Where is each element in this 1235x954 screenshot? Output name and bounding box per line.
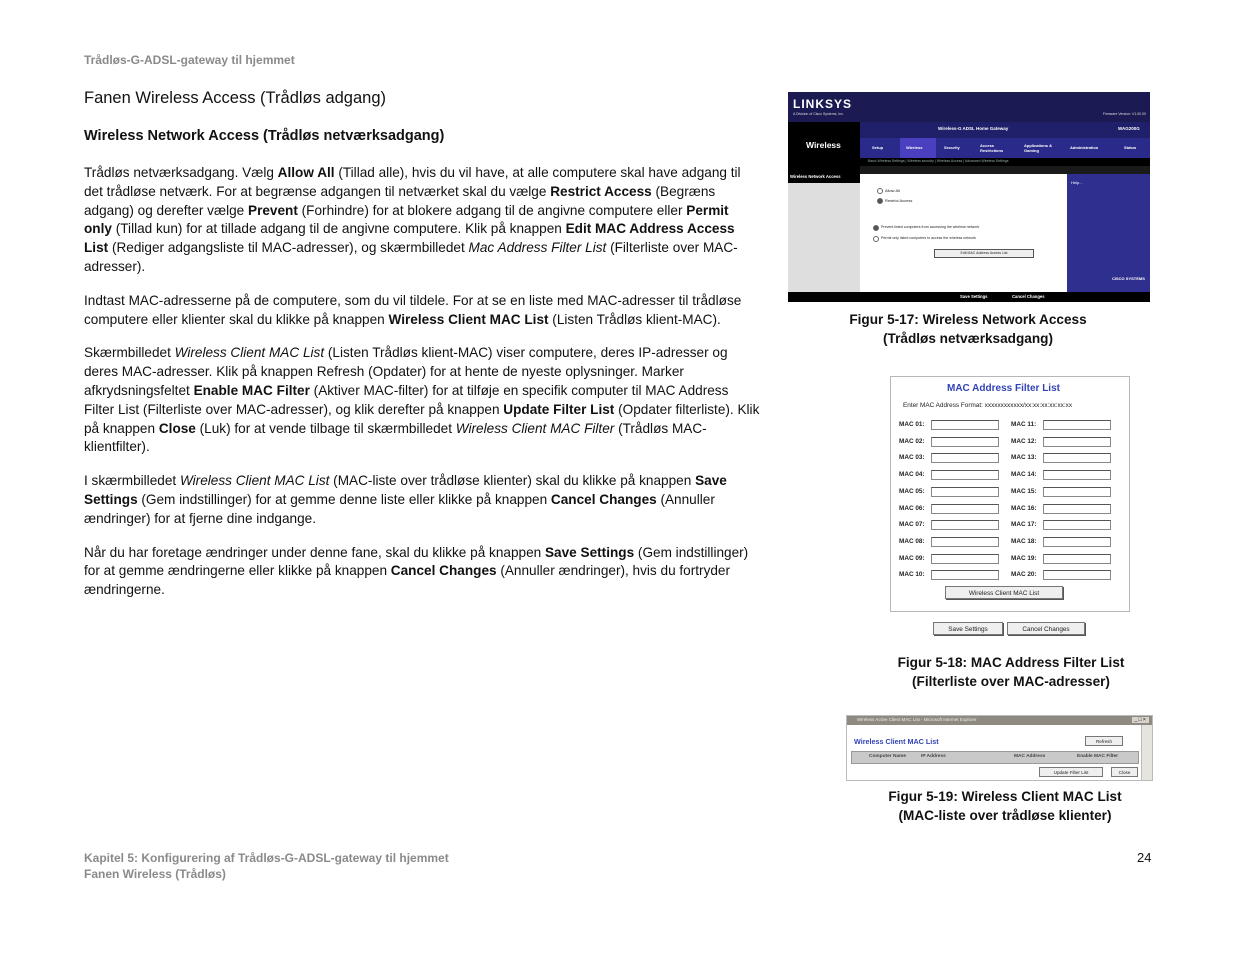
opt-permit-label: Permit only listed computers to access the wireless network (881, 236, 976, 240)
tab-security[interactable]: Security (944, 145, 960, 150)
opt-prevent-label: Prevent listed computers from accessing the wireless network (881, 225, 980, 229)
mac-format-hint: Enter MAC Address Format: xxxxxxxxxxxx/xx:xx:xx:xx:xx:xx (903, 402, 1073, 409)
mac-input-6[interactable] (931, 504, 999, 514)
paragraph-1: Trådløs netværksadgang. Vælg Allow All (Tillad alle), hvis du vil have, at alle computere skal have adgang til det trådløse netværk. For at begrænse adgangen til netværket skal du vælge Restrict Access (Begræns adgang) og derefter vælge Prevent (Forhindre) for at blokere adgang til de angivne computere eller Permit only (Tillad kun) for at tillade adgang til de angivne computere. Klik på knappen Edit MAC Address Access List (Rediger adgangsliste til MAC-adresser), og skærmbilledet Mac Address Filter List (Filterliste over MAC-adresser). (84, 165, 741, 274)
mac-input-8[interactable] (931, 537, 999, 547)
mac-input-11[interactable] (1043, 420, 1111, 430)
mac-label-7: MAC 07: (899, 521, 925, 529)
running-header: Trådløs-G-ADSL-gateway til hjemmet (84, 53, 295, 67)
mac-input-15[interactable] (1043, 487, 1111, 497)
figure-19-caption: Figur 5-19: Wireless Client MAC List (MAC-liste over trådløse klienter) (888, 789, 1122, 823)
tab-applications-gaming[interactable]: Applications & Gaming (1024, 143, 1053, 153)
paragraph-5: Når du har foretage ændringer under denne fane, skal du klikke på knappen Save Settings (Gem indstillinger) for at gemme ændringerne eller klikke på knappen Cancel Changes (Annuller ændringer), hvis du fortryder ændringerne. (84, 544, 749, 598)
mac-label-14: MAC 14: (1011, 471, 1037, 479)
mac-input-17[interactable] (1043, 520, 1111, 530)
mac-input-1[interactable] (931, 420, 999, 430)
fig18-cancel-changes-button[interactable]: Cancel Changes (1007, 622, 1085, 635)
sub-tab-bar[interactable]: Basic Wireless Settings | Wireless security | Wireless Access | Advanced Wireless Settings (868, 159, 1009, 163)
update-filter-list-button[interactable]: Update Filter List (1039, 767, 1103, 777)
mac-label-10: MAC 10: (899, 571, 925, 579)
mac-label-13: MAC 13: (1011, 454, 1037, 462)
col-enable-mac-filter: Enable MAC Filter (1077, 754, 1119, 759)
mac-label-16: MAC 16: (1011, 504, 1037, 512)
mac-input-10[interactable] (931, 570, 999, 580)
mac-label-1: MAC 01: (899, 421, 925, 428)
radio-restrict-access[interactable] (877, 198, 883, 204)
firmware-version: Firmware Version: V1.00.00 (1102, 112, 1146, 116)
model-number: WAG200G (1118, 126, 1140, 131)
mac-label-8: MAC 08: (899, 537, 925, 545)
subsection-title: Wireless Network Access (Trådløs netværksadgang) (84, 128, 445, 144)
paragraph-2: Indtast MAC-adresserne på de computere, som du vil tildele. For at se en liste med MAC-adresser til trådløse computere eller klienter skal du klikke på knappen Wireless Client MAC List (Listen Trådløs klient-MAC). (84, 292, 742, 327)
linksys-logo: LINKSYS (793, 97, 853, 111)
mac-input-7[interactable] (931, 520, 999, 530)
col-computer-name: Computer Name (869, 754, 907, 759)
mac-input-20[interactable] (1043, 570, 1111, 580)
mac-label-6: MAC 06: (899, 504, 925, 512)
paragraph-3: Skærmbilledet Wireless Client MAC List (Listen Trådløs klient-MAC) viser computere, deres IP-adresser og deres MAC-adresser. Klik på knappen Refresh (Opdater) for at hente de nyeste oplysninger. Marker afkrydsningsfeltet Enable MAC Filter (Aktiver MAC-filter) for at tilføje en specifik computer til MAC Address Filter List (Filterliste over MAC-adresser), og klik derefter på knappen Update Filter List (Opdater filterliste). Klik på knappen Close (Luk) for at vende tilbage til skærmbilledet Wireless Client MAC Filter (Trådløs MAC-klientfilter). (84, 345, 760, 455)
opt-restrict-label: Restrict Access (885, 198, 913, 203)
col-mac-address: MAC Address (1014, 754, 1046, 759)
figure-17-caption: Figur 5-17: Wireless Network Access (Trådløs netværksadgang) (849, 312, 1087, 346)
help-link[interactable]: Help... (1071, 180, 1083, 185)
tab-wireless[interactable]: Wireless (906, 145, 923, 150)
mac-filter-title: MAC Address Filter List (947, 383, 1060, 394)
mac-input-5[interactable] (931, 487, 999, 497)
save-settings-button[interactable]: Save Settings (960, 294, 988, 299)
mac-input-12[interactable] (1043, 437, 1111, 447)
mac-input-3[interactable] (931, 453, 999, 463)
gateway-name: Wireless-G ADSL Home Gateway (938, 126, 1009, 131)
mac-label-15: MAC 15: (1011, 487, 1037, 495)
cisco-logo: CISCO SYSTEMS (1112, 276, 1145, 281)
section-title: Fanen Wireless Access (Trådløs adgang) (84, 89, 387, 107)
tab-administration[interactable]: Administration (1070, 145, 1099, 150)
radio-allow-all[interactable] (877, 188, 883, 194)
client-list-title: Wireless Client MAC List (854, 737, 939, 746)
cancel-changes-button[interactable]: Cancel Changes (1012, 294, 1045, 299)
mac-label-5: MAC 05: (899, 487, 925, 495)
tab-status[interactable]: Status (1124, 145, 1137, 150)
mac-input-16[interactable] (1043, 504, 1111, 514)
figure-wireless-client-mac-list (846, 715, 1153, 781)
fig18-save-settings-button[interactable]: Save Settings (933, 622, 1003, 635)
logo-subtitle: A Division of Cisco Systems, Inc. (793, 112, 844, 116)
mac-label-12: MAC 12: (1011, 437, 1037, 445)
refresh-button[interactable]: Refresh (1085, 736, 1123, 746)
mac-input-2[interactable] (931, 437, 999, 447)
opt-allow-all-label: Allow All (885, 188, 900, 193)
mac-input-14[interactable] (1043, 470, 1111, 480)
paragraph-4: I skærmbilledet Wireless Client MAC List (MAC-liste over trådløse klienter) skal du klikke på knappen Save Settings (Gem indstillinger) for at gemme denne liste eller klikke på knappen Cancel Changes (Annuller ændringer) for at fjerne dine indgange. (84, 473, 727, 526)
section-label-wireless: Wireless (806, 140, 841, 150)
mac-label-17: MAC 17: (1011, 521, 1037, 529)
mac-label-18: MAC 18: (1011, 537, 1037, 545)
col-ip-address: IP Address (921, 754, 946, 759)
mac-input-18[interactable] (1043, 537, 1111, 547)
mac-label-20: MAC 20: (1011, 571, 1037, 579)
mac-label-19: MAC 19: (1011, 554, 1037, 562)
side-label: Wireless Network Access (788, 174, 860, 183)
window-title: Wireless Active Client MAC List - Microsoft Internet Explorer (857, 717, 977, 722)
scrollbar[interactable] (1141, 725, 1152, 781)
mac-input-4[interactable] (931, 470, 999, 480)
tab-access-restrictions[interactable]: Access Restrictions (980, 143, 1004, 153)
mac-input-19[interactable] (1043, 554, 1111, 564)
radio-permit-only[interactable] (873, 236, 879, 242)
mac-label-11: MAC 11: (1011, 421, 1037, 428)
edit-mac-access-list-button[interactable]: Edit MAC Address Access List (934, 249, 1034, 258)
mac-input-13[interactable] (1043, 453, 1111, 463)
page-footer: Kapitel 5: Konfigurering af Trådløs-G-ADSL-gateway til hjemmet Fanen Wireless (Trådløs) (84, 851, 449, 881)
figure-mac-address-filter-list (890, 376, 1130, 612)
mac-label-4: MAC 04: (899, 471, 925, 479)
radio-prevent[interactable] (873, 225, 879, 231)
body-text (84, 164, 760, 615)
mac-input-9[interactable] (931, 554, 999, 564)
close-button[interactable]: Close (1111, 767, 1138, 777)
window-controls-icon[interactable]: _□× (1134, 717, 1147, 723)
mac-label-2: MAC 02: (899, 437, 925, 445)
page-number: 24 (1137, 850, 1152, 865)
wireless-client-mac-list-button[interactable]: Wireless Client MAC List (945, 586, 1063, 599)
mac-label-3: MAC 03: (899, 454, 925, 462)
figure-wireless-network-access (788, 92, 1150, 302)
figure-18-caption: Figur 5-18: MAC Address Filter List (Filterliste over MAC-adresser) (897, 655, 1125, 689)
tab-setup[interactable]: Setup (872, 145, 884, 150)
mac-label-9: MAC 09: (899, 554, 925, 562)
